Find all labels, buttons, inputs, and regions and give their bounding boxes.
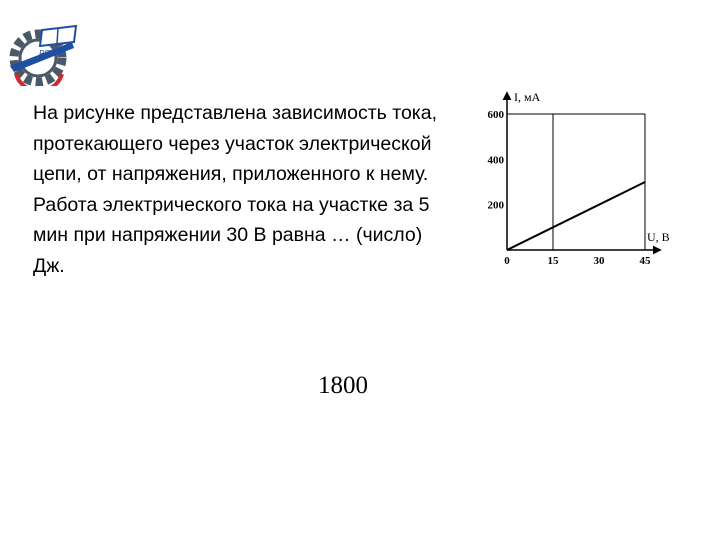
logo-text: РГУПС bbox=[39, 49, 66, 58]
rgups-logo bbox=[2, 16, 82, 86]
y-tick-label: 600 bbox=[487, 109, 504, 121]
y-tick-label: 400 bbox=[487, 154, 504, 167]
series-line bbox=[507, 182, 645, 250]
question-text bbox=[33, 98, 453, 281]
question-paragraph-2: Работа электрического тока на участке за 5 мин при напряжении 30 В равна … (число) Дж. bbox=[33, 193, 430, 277]
x-tick-label: 30 bbox=[593, 255, 605, 267]
answer-value: 1800 bbox=[318, 372, 368, 399]
current-voltage-chart bbox=[470, 86, 690, 276]
question-paragraph-1: На рисунке представлена зависимость тока, протекающего через участок электрической цепи, от напряжения, приложенного к нему. bbox=[33, 102, 438, 185]
y-tick-label: 200 bbox=[487, 199, 504, 212]
x-tick-label: 45 bbox=[639, 255, 651, 267]
y-axis-label: I, мА bbox=[514, 90, 541, 104]
x-tick-label: 15 bbox=[547, 255, 559, 267]
x-axis-label: U, В bbox=[647, 230, 670, 244]
book-icon bbox=[40, 26, 76, 46]
x-tick-label: 0 bbox=[504, 255, 510, 267]
